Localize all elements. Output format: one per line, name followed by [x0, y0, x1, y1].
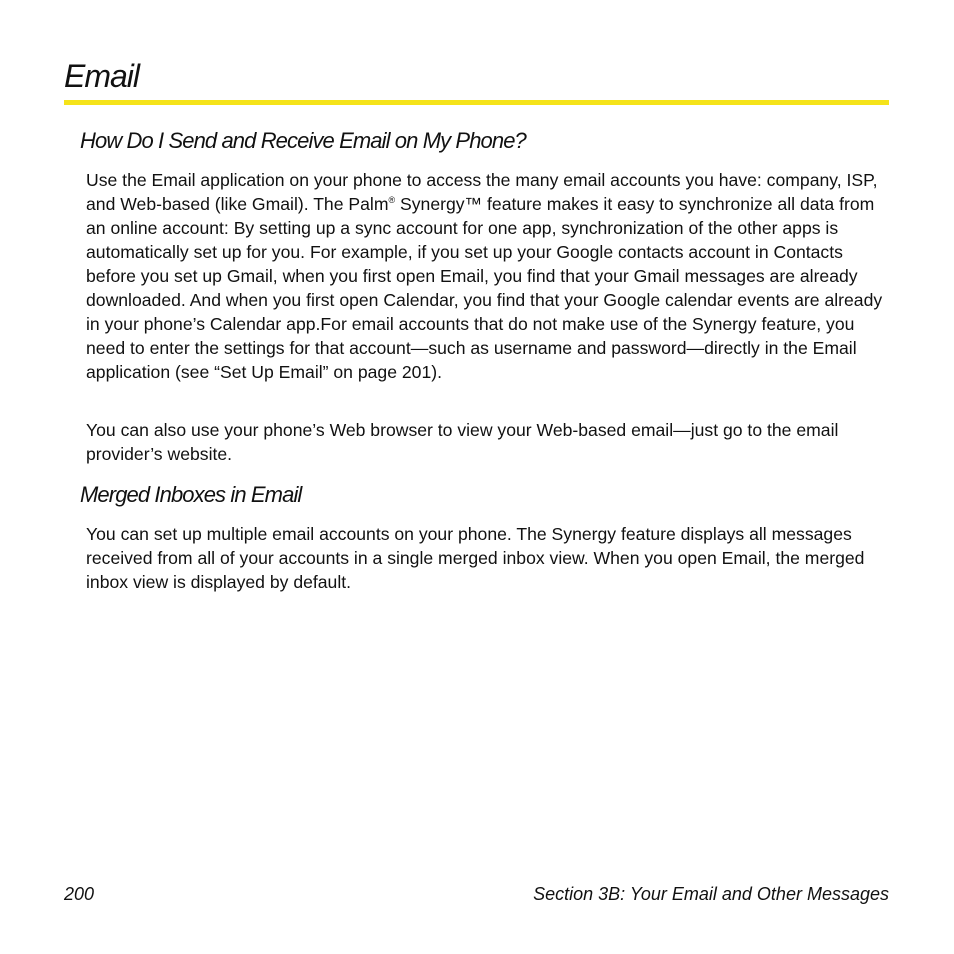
paragraph-text: Use the Email application on your phone to access the many email accounts you have: company, ISP, and Web-based (like Gmail). The Palm [86, 170, 878, 214]
paragraph-text: Synergy™ feature makes it easy to synchronize all data from an online account: By setting up a sync account for one app, synchronization of the other apps is automatically set up for you. For example, if you set up your Google contacts account in Contacts before you set up Gmail, when you first open Email, you find that your Gmail messages are already downloaded. And when you first open Calendar, you find that your Google calendar events are already in your phone’s Calendar app.For email accounts that do not make use of the Synergy feature, you need to enter the settings for that account—such as username and password—directly in the Email application (see “Set Up Email” on page 201). [86, 194, 883, 382]
paragraph-web-browser: You can also use your phone’s Web browser to view your Web-based email—just go to the email provider’s website. [86, 420, 839, 464]
footer-page-number: 200 [64, 884, 95, 904]
paragraph-merged-inboxes: You can set up multiple email accounts on your phone. The Synergy feature displays all messages received from all of your accounts in a single merged inbox view. When you open Email, the merged inbox view is displayed by default. [86, 524, 865, 592]
registered-mark: ® [388, 195, 396, 205]
footer-section-label: Section 3B: Your Email and Other Messages [533, 884, 889, 904]
section-heading-send-receive: How Do I Send and Receive Email on My Phone? [80, 128, 526, 153]
paragraph-send-receive-intro [86, 168, 886, 384]
section-heading-merged-inboxes: Merged Inboxes in Email [80, 482, 302, 507]
title-rule [64, 100, 889, 105]
page-title: Email [64, 58, 140, 94]
